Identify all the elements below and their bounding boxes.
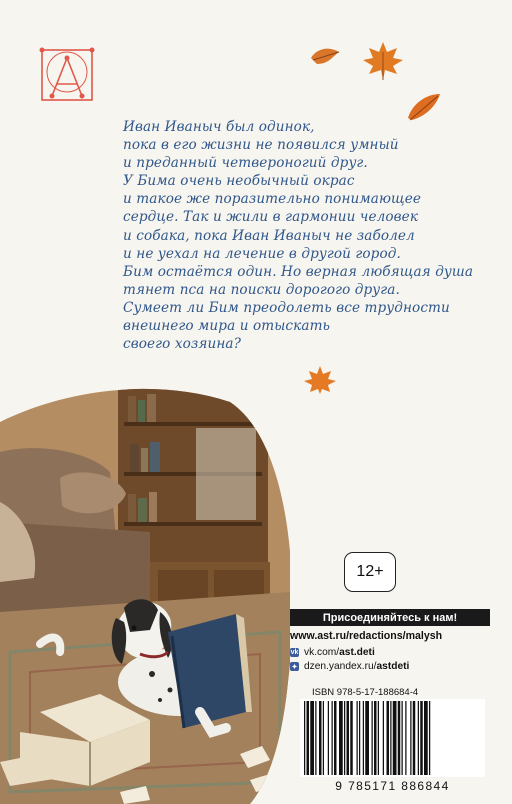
barcode-bar xyxy=(383,701,384,775)
barcode-bar xyxy=(359,701,360,775)
barcode-bar xyxy=(393,701,397,775)
dzen-handle: astdeti xyxy=(376,661,410,672)
barcode-bar xyxy=(374,701,377,775)
blurb-line: и собака, пока Иван Иваныч не заболел xyxy=(123,227,415,244)
barcode-bar xyxy=(413,701,416,775)
blurb-line: У Бима очень необычный окрас xyxy=(123,173,355,190)
barcode-bar xyxy=(429,701,430,775)
vk-handle: ast.deti xyxy=(339,647,375,658)
barcode-bar xyxy=(334,701,337,775)
barcode-bar xyxy=(323,701,324,775)
dzen-prefix: dzen.yandex.ru/ xyxy=(304,661,377,672)
publisher-logo-icon xyxy=(36,44,98,106)
blurb-line: своего хозяина? xyxy=(123,336,241,353)
barcode-bar xyxy=(339,701,343,775)
barcode-bar xyxy=(357,701,358,775)
dzen-icon: ✦ xyxy=(291,663,298,671)
blurb-line: и преданный четвероногий друг. xyxy=(123,155,368,172)
barcode-bar xyxy=(304,701,305,775)
maple-leaf-icon xyxy=(361,40,405,82)
barcode-bar xyxy=(347,701,350,775)
barcode-bar xyxy=(332,701,333,775)
blurb-line: и не уехал на лечение в другой город. xyxy=(123,245,401,262)
barcode-bar xyxy=(420,701,423,775)
book-blurb xyxy=(123,118,474,353)
maple-leaf-icon xyxy=(302,364,338,396)
barcode-bar xyxy=(319,701,322,775)
site-url-link[interactable]: www.ast.ru/redactions/malysh xyxy=(290,630,443,642)
blurb-line: сердце. Так и жили в гармонии человек xyxy=(123,209,419,226)
maple-leaf-icon xyxy=(309,44,343,70)
barcode xyxy=(300,699,485,777)
barcode-bar xyxy=(387,701,390,775)
join-banner: Присоединяйтесь к нам! xyxy=(290,609,490,626)
barcode-bar xyxy=(372,701,373,775)
barcode-bar xyxy=(328,701,329,775)
blurb-line: пока в его жизни не появился умный xyxy=(123,137,399,154)
barcode-bar xyxy=(418,701,419,775)
barcode-bar xyxy=(378,701,379,775)
barcode-bar xyxy=(310,701,314,775)
blurb-line: и такое же поразительно понимающее xyxy=(123,191,422,208)
blurb-line: Бим остаётся один. Но верная любящая душа xyxy=(123,263,474,280)
barcode-bar xyxy=(398,701,401,775)
barcode-bar xyxy=(390,701,391,775)
age-rating-badge: 12+ xyxy=(344,552,396,592)
blurb-line: внешнего мира и отыскать xyxy=(123,318,331,335)
blurb-line: тянет пса на поиски дорогого друга. xyxy=(123,281,400,298)
barcode-bar xyxy=(350,701,353,775)
barcode-bar xyxy=(405,701,406,775)
vk-prefix: vk.com/ xyxy=(304,647,340,658)
barcode-digits: 9 785171 886844 xyxy=(335,779,450,793)
isbn-text: ISBN 978-5-17-188684-4 xyxy=(312,687,419,698)
vk-icon: vk xyxy=(290,649,299,656)
vk-link[interactable] xyxy=(290,647,375,658)
barcode-bar xyxy=(410,701,411,775)
barcode-bar xyxy=(402,701,403,775)
barcode-bar xyxy=(307,701,310,775)
barcode-bar xyxy=(365,701,369,775)
barcode-bar xyxy=(363,701,364,775)
illustration xyxy=(0,382,290,804)
barcode-bar xyxy=(424,701,428,775)
blurb-line: Иван Иваныч был одинок, xyxy=(123,119,315,135)
barcode-bar xyxy=(315,701,316,775)
blurb-line: Сумеет ли Бим преодолеть все трудности xyxy=(123,299,450,316)
dzen-link[interactable] xyxy=(290,661,409,672)
barcode-bar xyxy=(344,701,345,775)
